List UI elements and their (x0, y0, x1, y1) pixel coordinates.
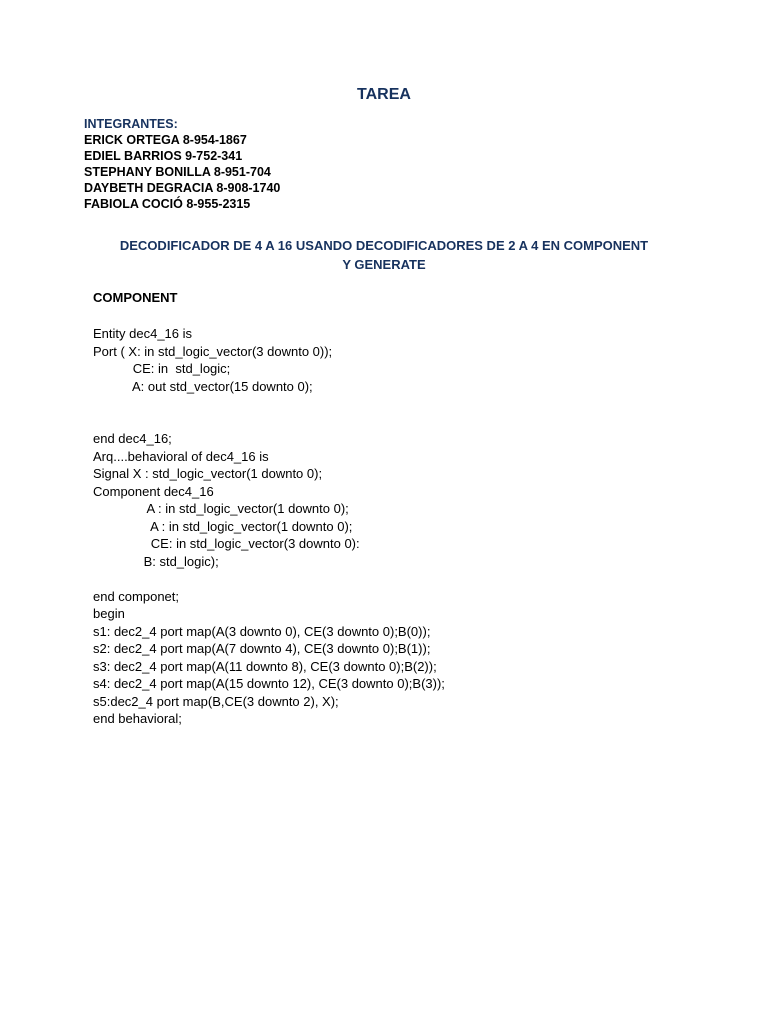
code-line: s3: dec2_4 port map(A(11 downto 8), CE(3 downto 0);B(2)); (93, 658, 437, 674)
code-line: s4: dec2_4 port map(A(15 downto 12), CE(3 downto 0);B(3)); (93, 676, 445, 691)
section-heading: COMPONENT (93, 290, 178, 305)
code-line (93, 395, 445, 413)
member-name: DAYBETH DEGRACIA 8-908-1740 (84, 181, 281, 195)
code-line: s2: dec2_4 port map(A(7 downto 4), CE(3 downto 0);B(1)); (93, 641, 431, 656)
members-block (84, 116, 280, 212)
document-subtitle (84, 236, 684, 274)
code-line: A : in std_logic_vector(1 downto 0); (93, 518, 353, 534)
code-line: Arq....behavioral of dec4_16 is (93, 448, 269, 464)
member-name: ERICK ORTEGA 8-954-1867 (84, 133, 247, 147)
code-line: s1: dec2_4 port map(A(3 downto 0), CE(3 downto 0);B(0)); (93, 623, 431, 639)
code-line: end componet; (93, 588, 180, 604)
code-line: A: out std_vector(15 downto 0); (93, 378, 313, 394)
code-line: CE: in std_logic_vector(3 downto 0): (93, 536, 360, 551)
subtitle-line: Y GENERATE (342, 257, 426, 272)
member-name: EDIEL BARRIOS 9-752-341 (84, 149, 243, 163)
code-line (93, 570, 445, 588)
code-line: CE: in std_logic; (93, 361, 231, 376)
members-label: INTEGRANTES: (84, 117, 178, 131)
code-line: Port ( X: in std_logic_vector(3 downto 0)); (93, 343, 333, 359)
code-line: A : in std_logic_vector(1 downto 0); (93, 501, 349, 516)
code-line: end behavioral; (93, 711, 182, 726)
subtitle-line: DECODIFICADOR DE 4 A 16 USANDO DECODIFICADORES DE 2 A 4 EN COMPONENT (119, 238, 649, 253)
member-name: STEPHANY BONILLA 8-951-704 (84, 165, 271, 179)
code-line: Signal X : std_logic_vector(1 downto 0); (93, 466, 323, 481)
code-block (93, 325, 445, 728)
code-line: Entity dec4_16 is (93, 326, 193, 341)
code-line: s5:dec2_4 port map(B,CE(3 downto 2), X); (93, 693, 339, 709)
member-name: FABIOLA COCIÓ 8-955-2315 (84, 197, 251, 211)
code-line: begin (93, 606, 125, 621)
code-line: Component dec4_16 (93, 483, 214, 499)
code-line (93, 413, 445, 431)
code-line: B: std_logic); (93, 553, 219, 569)
document-title: TAREA (357, 86, 411, 103)
code-line: end dec4_16; (93, 431, 172, 446)
